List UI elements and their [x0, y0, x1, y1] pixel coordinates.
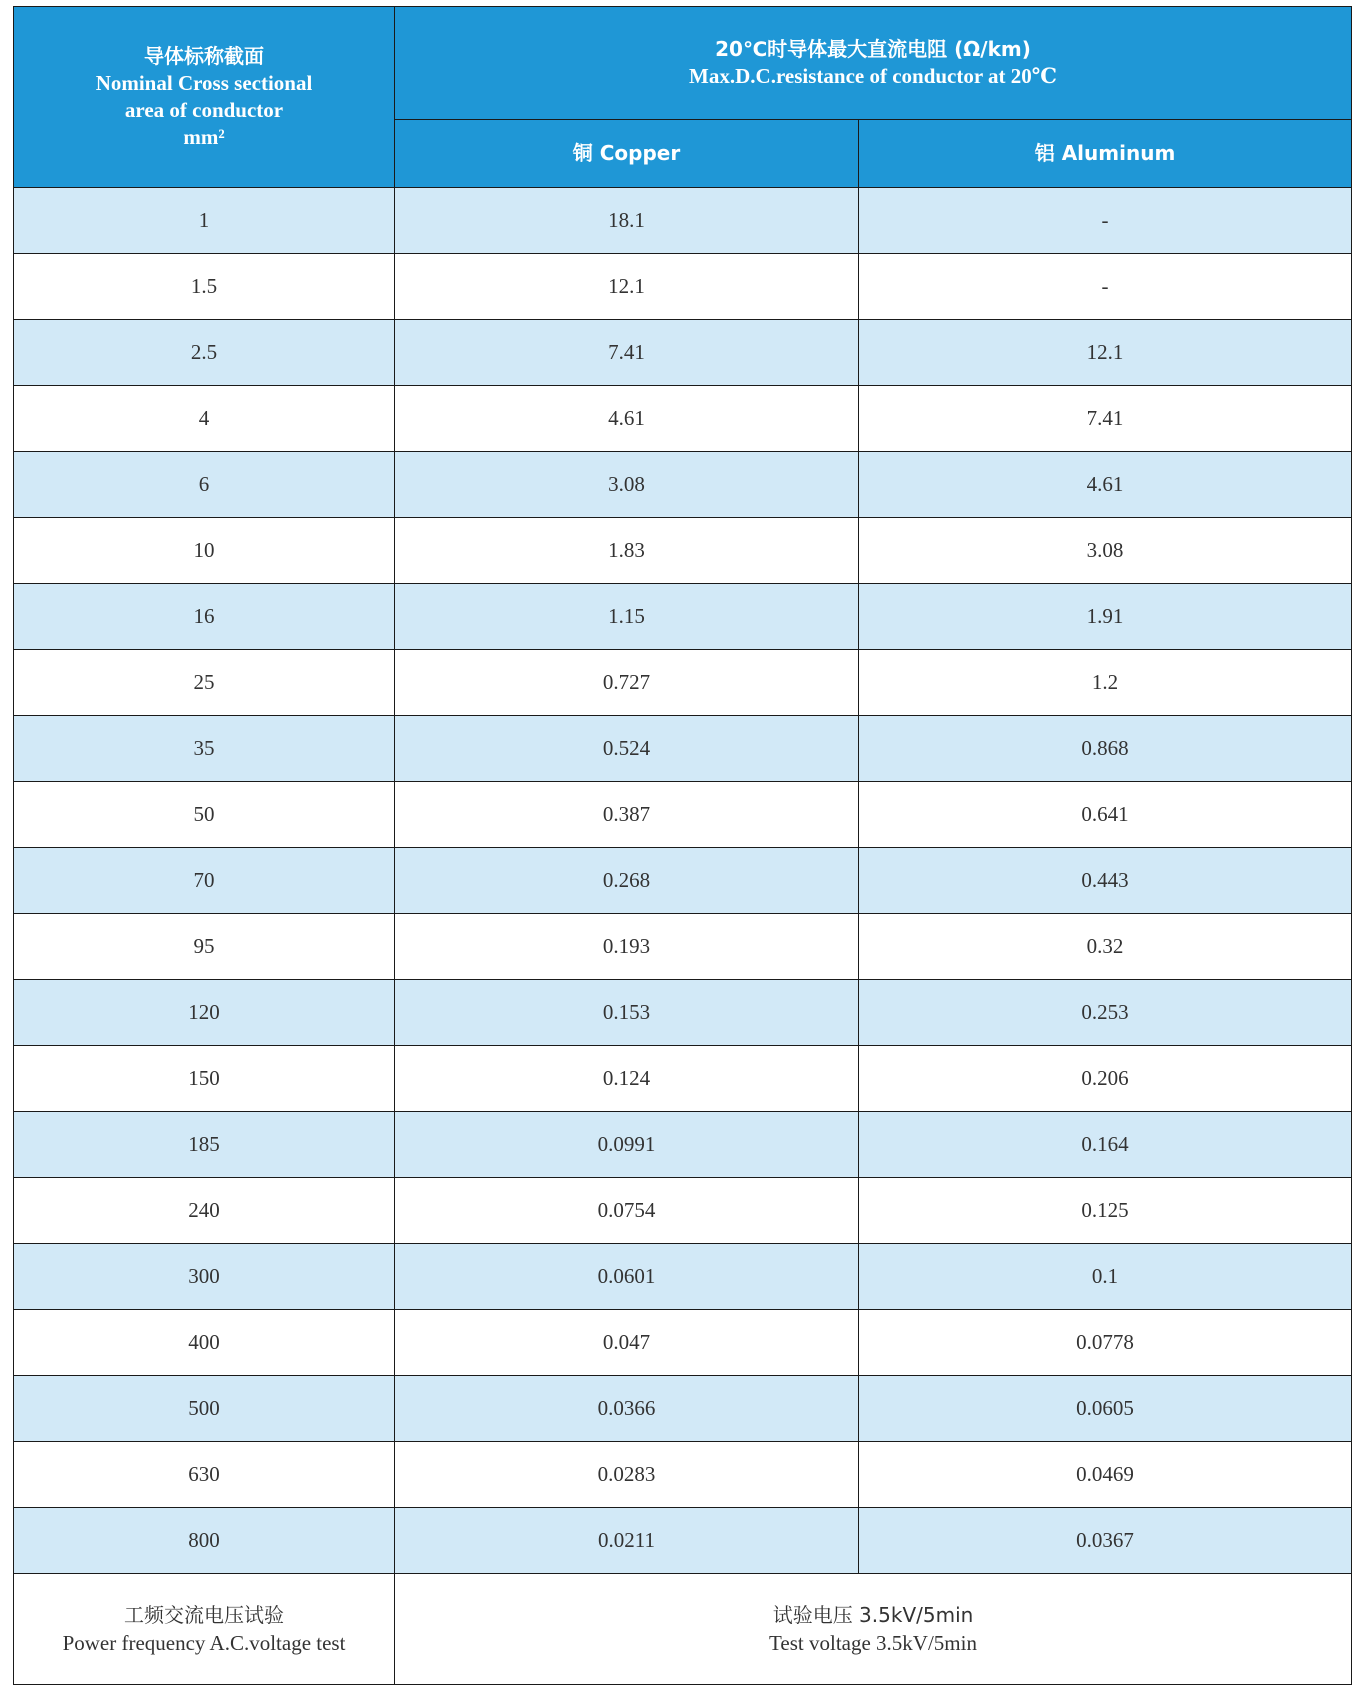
aluminum-cell: 7.41: [859, 386, 1352, 452]
voltage-test-row: [14, 1574, 1352, 1685]
voltage-test-label-cell: [14, 1574, 395, 1685]
size-column-header: [14, 7, 395, 188]
size-cell: 150: [14, 1046, 395, 1112]
size-cell: 500: [14, 1376, 395, 1442]
size-cell: 4: [14, 386, 395, 452]
size-header-unit: mm²: [183, 125, 225, 149]
size-cell: 16: [14, 584, 395, 650]
aluminum-cell: 0.253: [859, 980, 1352, 1046]
table-row: [14, 980, 1352, 1046]
table-row: [14, 452, 1352, 518]
table-row: [14, 914, 1352, 980]
table-row: [14, 386, 1352, 452]
table-row: [14, 584, 1352, 650]
size-cell: 10: [14, 518, 395, 584]
aluminum-cell: 1.91: [859, 584, 1352, 650]
aluminum-column-header: [859, 120, 1352, 188]
aluminum-cell: 0.443: [859, 848, 1352, 914]
size-cell: 120: [14, 980, 395, 1046]
table-row: [14, 320, 1352, 386]
table-row: [14, 1244, 1352, 1310]
copper-cell: 12.1: [395, 254, 859, 320]
copper-cell: 0.047: [395, 1310, 859, 1376]
copper-column-header: [395, 120, 859, 188]
table-row: [14, 716, 1352, 782]
aluminum-cell: 0.868: [859, 716, 1352, 782]
copper-cell: 0.727: [395, 650, 859, 716]
size-cell: 185: [14, 1112, 395, 1178]
copper-cell: 3.08: [395, 452, 859, 518]
voltage-test-value-en: Test voltage 3.5kV/5min: [769, 1631, 977, 1655]
resistance-header-zh: 20℃时导体最大直流电阻 (Ω/km): [715, 37, 1031, 61]
table-row: [14, 650, 1352, 716]
aluminum-cell: 0.1: [859, 1244, 1352, 1310]
copper-cell: 1.15: [395, 584, 859, 650]
table-row: [14, 188, 1352, 254]
copper-cell: 7.41: [395, 320, 859, 386]
copper-cell: 0.0283: [395, 1442, 859, 1508]
size-cell: 35: [14, 716, 395, 782]
copper-cell: 0.524: [395, 716, 859, 782]
size-cell: 1: [14, 188, 395, 254]
size-cell: 240: [14, 1178, 395, 1244]
aluminum-cell: -: [859, 188, 1352, 254]
copper-cell: 0.0366: [395, 1376, 859, 1442]
copper-cell: 0.268: [395, 848, 859, 914]
copper-cell: 0.0754: [395, 1178, 859, 1244]
size-cell: 6: [14, 452, 395, 518]
table-body: [14, 7, 1352, 1685]
size-cell: 800: [14, 1508, 395, 1574]
copper-cell: 0.124: [395, 1046, 859, 1112]
copper-cell: 0.0991: [395, 1112, 859, 1178]
aluminum-cell: 0.32: [859, 914, 1352, 980]
copper-cell: 18.1: [395, 188, 859, 254]
aluminum-cell: 0.125: [859, 1178, 1352, 1244]
table-row: [14, 254, 1352, 320]
copper-cell: 0.153: [395, 980, 859, 1046]
voltage-test-value-zh: 试验电压 3.5kV/5min: [772, 1603, 974, 1627]
size-cell: 300: [14, 1244, 395, 1310]
copper-cell: 0.0211: [395, 1508, 859, 1574]
aluminum-cell: 0.0605: [859, 1376, 1352, 1442]
size-cell: 400: [14, 1310, 395, 1376]
table-row: [14, 1376, 1352, 1442]
aluminum-cell: 3.08: [859, 518, 1352, 584]
aluminum-cell: 0.0778: [859, 1310, 1352, 1376]
table-row: [14, 1310, 1352, 1376]
size-cell: 25: [14, 650, 395, 716]
copper-cell: 1.83: [395, 518, 859, 584]
table-row: [14, 1178, 1352, 1244]
size-header-en-line2: area of conductor: [124, 98, 284, 122]
copper-cell: 0.193: [395, 914, 859, 980]
table-row: [14, 782, 1352, 848]
size-cell: 95: [14, 914, 395, 980]
aluminum-cell: 4.61: [859, 452, 1352, 518]
aluminum-cell: 1.2: [859, 650, 1352, 716]
size-cell: 2.5: [14, 320, 395, 386]
voltage-test-value-cell: [395, 1574, 1352, 1685]
aluminum-cell: 0.0469: [859, 1442, 1352, 1508]
aluminum-cell: 0.641: [859, 782, 1352, 848]
copper-header-label: 铜 Copper: [572, 141, 681, 165]
size-header-en-line1: Nominal Cross sectional: [95, 71, 313, 95]
voltage-test-label-zh: 工频交流电压试验: [124, 1603, 284, 1627]
aluminum-cell: 0.164: [859, 1112, 1352, 1178]
table-row: [14, 1442, 1352, 1508]
copper-cell: 0.387: [395, 782, 859, 848]
copper-cell: 4.61: [395, 386, 859, 452]
size-cell: 50: [14, 782, 395, 848]
aluminum-cell: 12.1: [859, 320, 1352, 386]
size-cell: 630: [14, 1442, 395, 1508]
aluminum-cell: 0.206: [859, 1046, 1352, 1112]
table-row: [14, 848, 1352, 914]
size-header-zh: 导体标称截面: [144, 44, 264, 68]
table-row: [14, 1046, 1352, 1112]
table-row: [14, 518, 1352, 584]
aluminum-header-label: 铝 Aluminum: [1034, 141, 1176, 165]
copper-cell: 0.0601: [395, 1244, 859, 1310]
size-cell: 1.5: [14, 254, 395, 320]
size-cell: 70: [14, 848, 395, 914]
header-row-1: [14, 7, 1352, 120]
resistance-table: [13, 6, 1352, 1685]
aluminum-cell: -: [859, 254, 1352, 320]
voltage-test-label-en: Power frequency A.C.voltage test: [62, 1631, 346, 1655]
aluminum-cell: 0.0367: [859, 1508, 1352, 1574]
table-row: [14, 1112, 1352, 1178]
table-row: [14, 1508, 1352, 1574]
resistance-group-header: [395, 7, 1352, 120]
resistance-header-en: Max.D.C.resistance of conductor at 20℃: [689, 64, 1057, 88]
